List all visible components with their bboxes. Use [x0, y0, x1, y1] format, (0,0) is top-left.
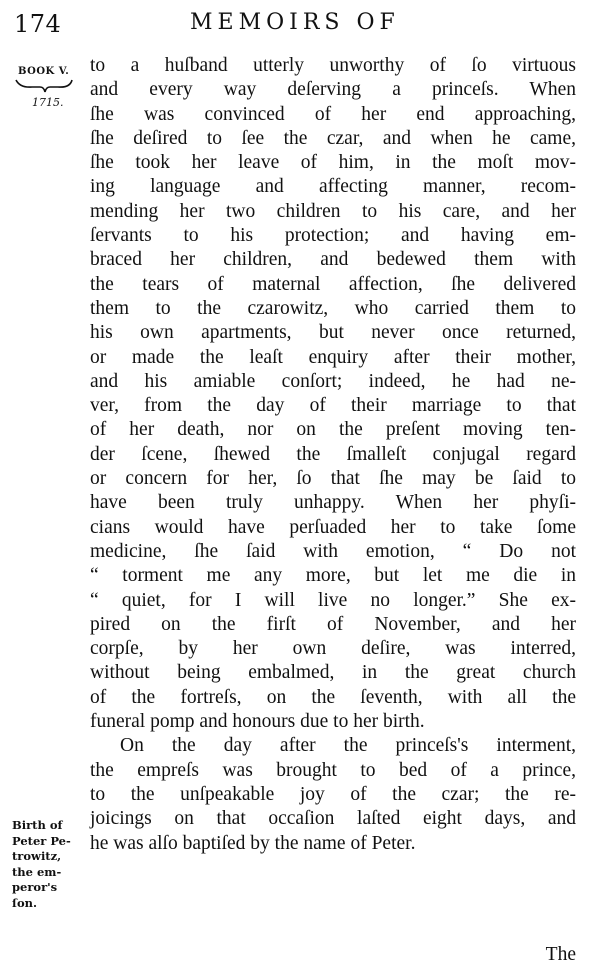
text-line: “ torment me any more, but let me die in [90, 565, 576, 587]
side-note-line: ſon. [12, 895, 37, 910]
text-line: his own apartments, but never once returned, [90, 322, 576, 344]
text-line: ſervants to his protection; and having em- [90, 225, 576, 247]
side-note-line: trowitz, [12, 849, 62, 864]
text-line: “ quiet, for I will live no longer.” She ex- [90, 589, 576, 611]
text-line: without being embalmed, in the great church [90, 662, 576, 684]
text-line: or concern for her, ſo that ſhe may be ſaid to [90, 468, 576, 490]
text-line: ver, from the day of their marriage to that [90, 395, 576, 417]
text-line: to the unſpeakable joy of the czar; the re- [90, 783, 576, 805]
text-line: the tears of maternal affection, ſhe delivered [90, 273, 576, 295]
text-line: and his amiable conſort; indeed, he had ne- [90, 370, 576, 392]
side-note-line: the em- [12, 864, 62, 879]
body-text [90, 54, 576, 856]
text-line: them to the czarowitz, who carried them to [90, 297, 576, 319]
margin-year: 1715. [32, 96, 64, 109]
catchword: The [545, 944, 576, 965]
text-line: corpſe, by her own deſire, was interred, [90, 638, 576, 660]
side-note [12, 818, 92, 912]
text-line: ing language and affecting manner, recom- [90, 176, 576, 198]
text-line: he was alſo baptiſed by the name of Peter. [90, 832, 416, 854]
text-line: ſhe took her leave of him, in the moſt mov- [90, 152, 576, 174]
text-line: of the fortreſs, on the ſeventh, with all the [90, 686, 576, 708]
page-number: 174 [14, 10, 62, 38]
text-line: On the day after the princeſs's interment, [120, 735, 576, 757]
text-line: medicine, ſhe ſaid with emotion, “ Do not [90, 540, 576, 562]
text-line: pired on the firſt of November, and her [90, 613, 576, 635]
text-line: cians would have perſuaded her to take ſome [90, 516, 576, 538]
margin-book-label: BOOK V. [18, 66, 70, 77]
running-head: MEMOIRS OF [190, 10, 400, 35]
text-line: or made the leaſt enquiry after their mother, [90, 346, 576, 368]
text-line: have been truly unhappy. When her phyſi- [90, 492, 576, 514]
paragraph-birth [90, 734, 576, 855]
text-line: braced her children, and bedewed them with [90, 249, 576, 271]
paragraph-continued [90, 54, 576, 734]
text-line: der ſcene, ſhewed the ſmalleſt conjugal regard [90, 443, 576, 465]
text-line: of her death, nor on the preſent moving ten- [90, 419, 576, 441]
text-line: joicings on that occaſion laſted eight days, and [90, 808, 576, 830]
text-line: to a huſband utterly unworthy of ſo virtuous [90, 55, 576, 76]
text-line: the empreſs was brought to bed of a prince, [90, 759, 576, 781]
text-line: funeral pomp and honours due to her birth. [90, 711, 425, 733]
side-note-line: Birth of [12, 818, 63, 832]
text-line: and every way deſerving a princeſs. When [90, 79, 576, 101]
text-line: ſhe deſired to ſee the czar, and when he came, [90, 127, 576, 149]
text-line: ſhe was convinced of her end approaching, [90, 103, 576, 125]
text-line: mending her two children to his care, and her [90, 200, 576, 222]
side-note-line: Peter Pe- [12, 833, 71, 848]
side-note-line: peror's [12, 880, 58, 895]
brace-ornament [14, 76, 74, 94]
